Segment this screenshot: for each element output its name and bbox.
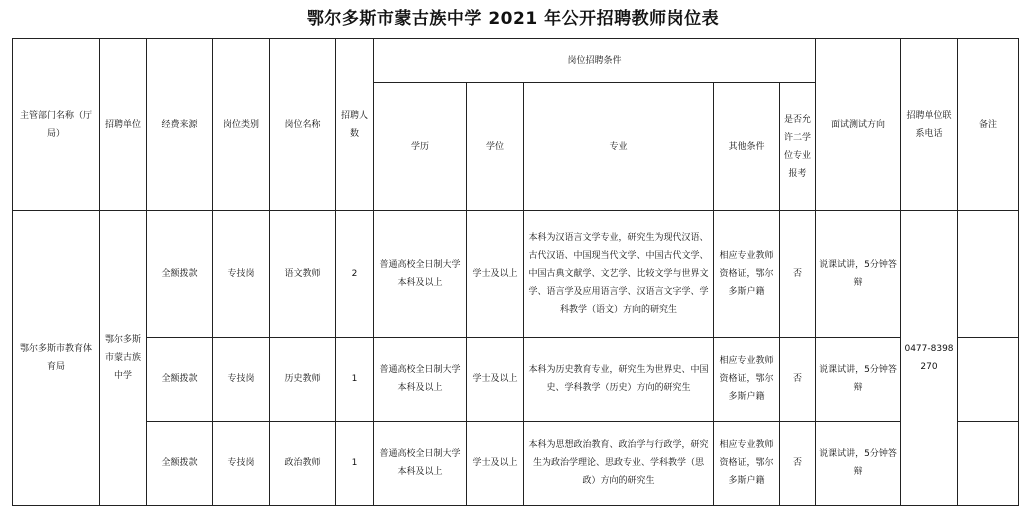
other-cell: 相应专业教师资格证，鄂尔多斯户籍 <box>714 337 780 421</box>
post-name-cell: 语文教师 <box>270 211 336 337</box>
major-cell: 本科为汉语言文学专业，研究生为现代汉语、古代汉语、中国现当代文学、中国古代文学、中国古典文献学、文艺学、比较文学与世界文学、语言学及应用语言学、汉语言文字学、学科教学（语文）方向的研究生 <box>524 211 714 337</box>
header-unit: 招聘单位 <box>100 39 147 211</box>
recruitment-table <box>12 38 1019 506</box>
header-major: 专业 <box>524 83 714 211</box>
degree-cell: 学士及以上 <box>467 211 524 337</box>
table-row <box>13 211 1019 337</box>
table-row <box>13 421 1019 505</box>
funding-cell: 全额拨款 <box>147 211 213 337</box>
page-title: 鄂尔多斯市蒙古族中学 2021 年公开招聘教师岗位表 <box>306 9 720 29</box>
other-cell: 相应专业教师资格证，鄂尔多斯户籍 <box>714 421 780 505</box>
post-name-cell: 政治教师 <box>270 421 336 505</box>
major-cell: 本科为历史教育专业，研究生为世界史、中国史、学科教学（历史）方向的研究生 <box>524 337 714 421</box>
degree-cell: 学士及以上 <box>467 337 524 421</box>
count-cell: 2 <box>336 211 374 337</box>
header-post-name: 岗位名称 <box>270 39 336 211</box>
dept-cell: 鄂尔多斯市教育体育局 <box>13 211 100 506</box>
interview-cell: 说课试讲，5分钟答辩 <box>816 337 901 421</box>
funding-cell: 全额拨款 <box>147 421 213 505</box>
header-remarks: 备注 <box>958 39 1019 211</box>
count-cell: 1 <box>336 421 374 505</box>
remarks-cell <box>958 337 1019 421</box>
phone-cell: 0477-8398270 <box>901 211 958 506</box>
other-cell: 相应专业教师资格证，鄂尔多斯户籍 <box>714 211 780 337</box>
header-count: 招聘人数 <box>336 39 374 211</box>
second-degree-cell: 否 <box>780 211 816 337</box>
major-cell: 本科为思想政治教育、政治学与行政学，研究生为政治学理论、思政专业、学科教学（思政）方向的研究生 <box>524 421 714 505</box>
header-conditions: 岗位招聘条件 <box>374 39 816 83</box>
post-name-cell: 历史教师 <box>270 337 336 421</box>
header-degree: 学位 <box>467 83 524 211</box>
header-other: 其他条件 <box>714 83 780 211</box>
header-education: 学历 <box>374 83 467 211</box>
post-type-cell: 专技岗 <box>213 421 270 505</box>
education-cell: 普通高校全日制大学本科及以上 <box>374 337 467 421</box>
second-degree-cell: 否 <box>780 337 816 421</box>
header-interview: 面试测试方向 <box>816 39 901 211</box>
remarks-cell <box>958 211 1019 337</box>
unit-cell: 鄂尔多斯市蒙古族中学 <box>100 211 147 506</box>
interview-cell: 说课试讲，5分钟答辩 <box>816 211 901 337</box>
header-phone: 招聘单位联系电话 <box>901 39 958 211</box>
remarks-cell <box>958 421 1019 505</box>
post-type-cell: 专技岗 <box>213 211 270 337</box>
second-degree-cell: 否 <box>780 421 816 505</box>
table-row <box>13 337 1019 421</box>
degree-cell: 学士及以上 <box>467 421 524 505</box>
header-second-degree: 是否允许二学位专业报考 <box>780 83 816 211</box>
count-cell: 1 <box>336 337 374 421</box>
funding-cell: 全额拨款 <box>147 337 213 421</box>
header-dept: 主管部门名称（厅局） <box>13 39 100 211</box>
post-type-cell: 专技岗 <box>213 337 270 421</box>
education-cell: 普通高校全日制大学本科及以上 <box>374 421 467 505</box>
header-post-type: 岗位类别 <box>213 39 270 211</box>
interview-cell: 说课试讲，5分钟答辩 <box>816 421 901 505</box>
education-cell: 普通高校全日制大学本科及以上 <box>374 211 467 337</box>
header-funding: 经费来源 <box>147 39 213 211</box>
